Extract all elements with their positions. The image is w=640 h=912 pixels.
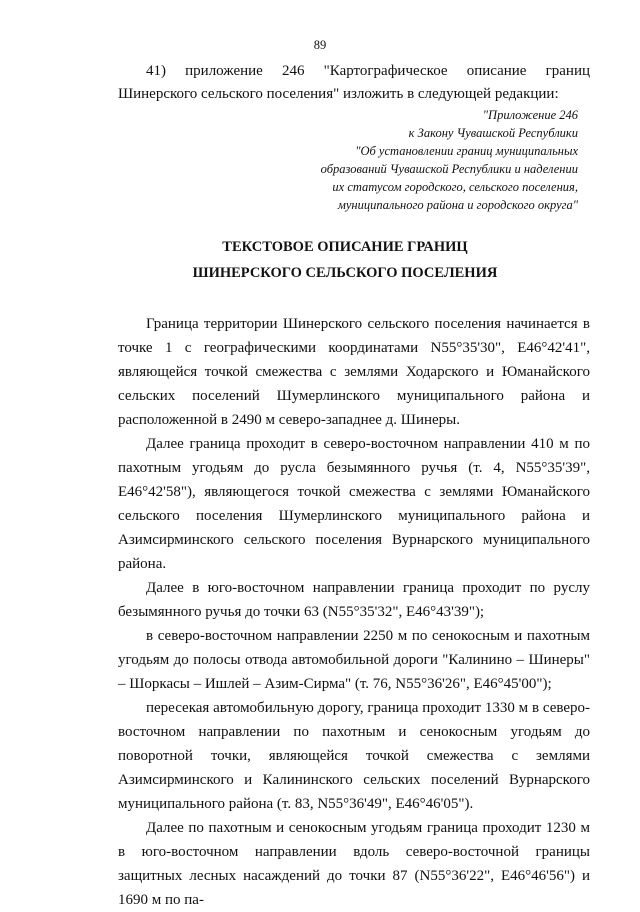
appendix-line: "Приложение 246 <box>482 108 578 122</box>
amendment-intro <box>118 60 590 106</box>
body-paragraph: Далее граница проходит в северо-восточном направлении 410 м по пахотным угодьям до русла безымянного ручья (т. 4, N55°35'39", E46°42'58"), являющегося точкой смежества с землями Юманайского сельского поселения Шумерлинского муниципального района и Азимсирминского сельского поселения Вурнарского муниципального района. <box>118 436 590 572</box>
title-line-2: ШИНЕРСКОГО СЕЛЬСКОГО ПОСЕЛЕНИЯ <box>192 265 498 281</box>
body-paragraph: в северо-восточном направлении 2250 м по сенокосным и пахотным угодьям до полосы отвода автомобильной дороги "Калинино – Шинеры" – Шоркасы – Ишлей – Азим-Сирма" (т. 76, N55°36'26", E46°45'00"); <box>118 628 590 692</box>
body-paragraph: Далее по пахотным и сенокосным угодьям граница проходит 1230 м в юго-восточном направлении вдоль северо-восточной границы защитных лесных насаждений до точки 87 (N55°36'22", E46°46'56") и 1690 м по па- <box>118 820 590 908</box>
body-paragraph: Граница территории Шинерского сельского поселения начинается в точке 1 с географическими координатами N55°35'30", E46°42'41", являющейся точкой смежества с землями Ходарского и Юманайского сельских поселений Шумерлинского муниципального района и расположенной в 2490 м северо-западнее д. Шинеры. <box>118 316 590 428</box>
body-paragraph: Далее в юго-восточном направлении граница проходит по руслу безымянного ручья до точки 63 (N55°35'32", E46°43'39"); <box>118 580 590 620</box>
boundary-description <box>118 312 590 912</box>
intro-paragraph: 41) приложение 246 "Картографическое описание границ Шинерского сельского поселения" изложить в следующей редакции: <box>118 63 590 102</box>
document-title <box>0 234 640 286</box>
body-paragraph: пересекая автомобильную дорогу, граница проходит 1330 м в северо-восточном направлении по пахотным и сенокосным угодьям до поворотной точки, являющейся точкой смежества с землями Азимсирминского и Калининского сельских поселений Вурнарского муниципального района (т. 83, N55°36'49", E46°46'05"). <box>118 700 590 812</box>
appendix-line: к Закону Чувашской Республики <box>408 126 578 140</box>
appendix-reference <box>278 106 578 214</box>
page-number: 89 <box>313 38 327 52</box>
appendix-line: образований Чувашской Республики и наделении <box>320 162 578 176</box>
appendix-line: их статусом городского, сельского поселения, <box>332 180 578 194</box>
title-line-1: ТЕКСТОВОЕ ОПИСАНИЕ ГРАНИЦ <box>222 239 468 255</box>
appendix-line: муниципального района и городского округа" <box>337 198 578 212</box>
appendix-line: "Об установлении границ муниципальных <box>355 144 578 158</box>
